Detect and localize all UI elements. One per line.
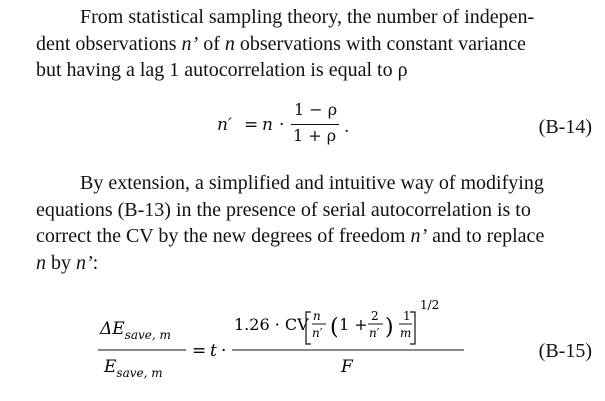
eq1-equals: = — [244, 115, 259, 135]
p1-n: n — [224, 32, 235, 55]
eq2-lhs-num: $\Delta E_{save, m}$ — [100, 319, 171, 342]
p1-line1: From statistical sampling theory, the number of indepen- — [80, 6, 535, 28]
eq2-dot: · — [221, 341, 227, 361]
p2-line3-post: and to replace — [427, 225, 545, 247]
p2-nprime: n’ — [410, 225, 428, 247]
p2-line1: By extension, a simplified and intuitive way of modifying — [80, 172, 544, 194]
eq1-denominator: 1 + ρ — [293, 126, 337, 145]
eq1-period: . — [344, 117, 350, 137]
eq2-frac-2-num: 2 — [371, 309, 379, 323]
p1-line2-pre: dent observations — [36, 32, 182, 55]
eq2-equals: = — [192, 341, 207, 361]
eq2-frac-2-den: n′ — [369, 326, 380, 340]
eq2-t: t — [210, 341, 217, 361]
p2-line3-pre: correct the CV by the new degrees of freedom — [36, 225, 411, 247]
eq2-frac-1-den: m — [400, 326, 412, 340]
eq2-denominator: F — [341, 357, 353, 377]
p1-nprime: n’ — [181, 32, 199, 55]
p2-n: n — [36, 251, 46, 274]
p2-line4-post: : — [92, 251, 99, 274]
eq1-dot: · — [279, 115, 285, 135]
eq2-frac-n-den: n′ — [312, 326, 323, 340]
eq2-frac-1-num: 1 — [403, 309, 411, 323]
p1-line2-post: observations with constant variance — [234, 32, 526, 55]
eq2-coef: 1.26 · CV — [234, 315, 309, 334]
p2-line2: equations (B-13) in the presence of serial autocorrelation is to — [36, 198, 531, 221]
p1-line2-mid: of — [198, 32, 225, 55]
eq2-one-plus: 1 + — [339, 315, 368, 334]
eq2-lhs-den: $E_{save, m}$ — [104, 357, 163, 380]
eq2-paren-close: ) — [385, 315, 394, 340]
p1-line3: but having a lag 1 autocorrelation is equal to ρ — [36, 59, 408, 81]
eq1-number: (B-14) — [538, 116, 592, 138]
p2-nprime2: n’ — [76, 251, 93, 274]
eq1-numerator: 1 − ρ — [294, 100, 338, 119]
p2-line4-mid: by — [46, 251, 76, 274]
eq2-paren-open: ( — [330, 315, 339, 340]
eq1-lhs: n′ — [217, 115, 232, 135]
eq2-number: (B-15) — [538, 340, 592, 362]
eq1-n: n — [262, 115, 273, 135]
eq2-frac-n-num: n — [313, 309, 321, 323]
eq2-exponent: 1/2 — [420, 298, 440, 312]
